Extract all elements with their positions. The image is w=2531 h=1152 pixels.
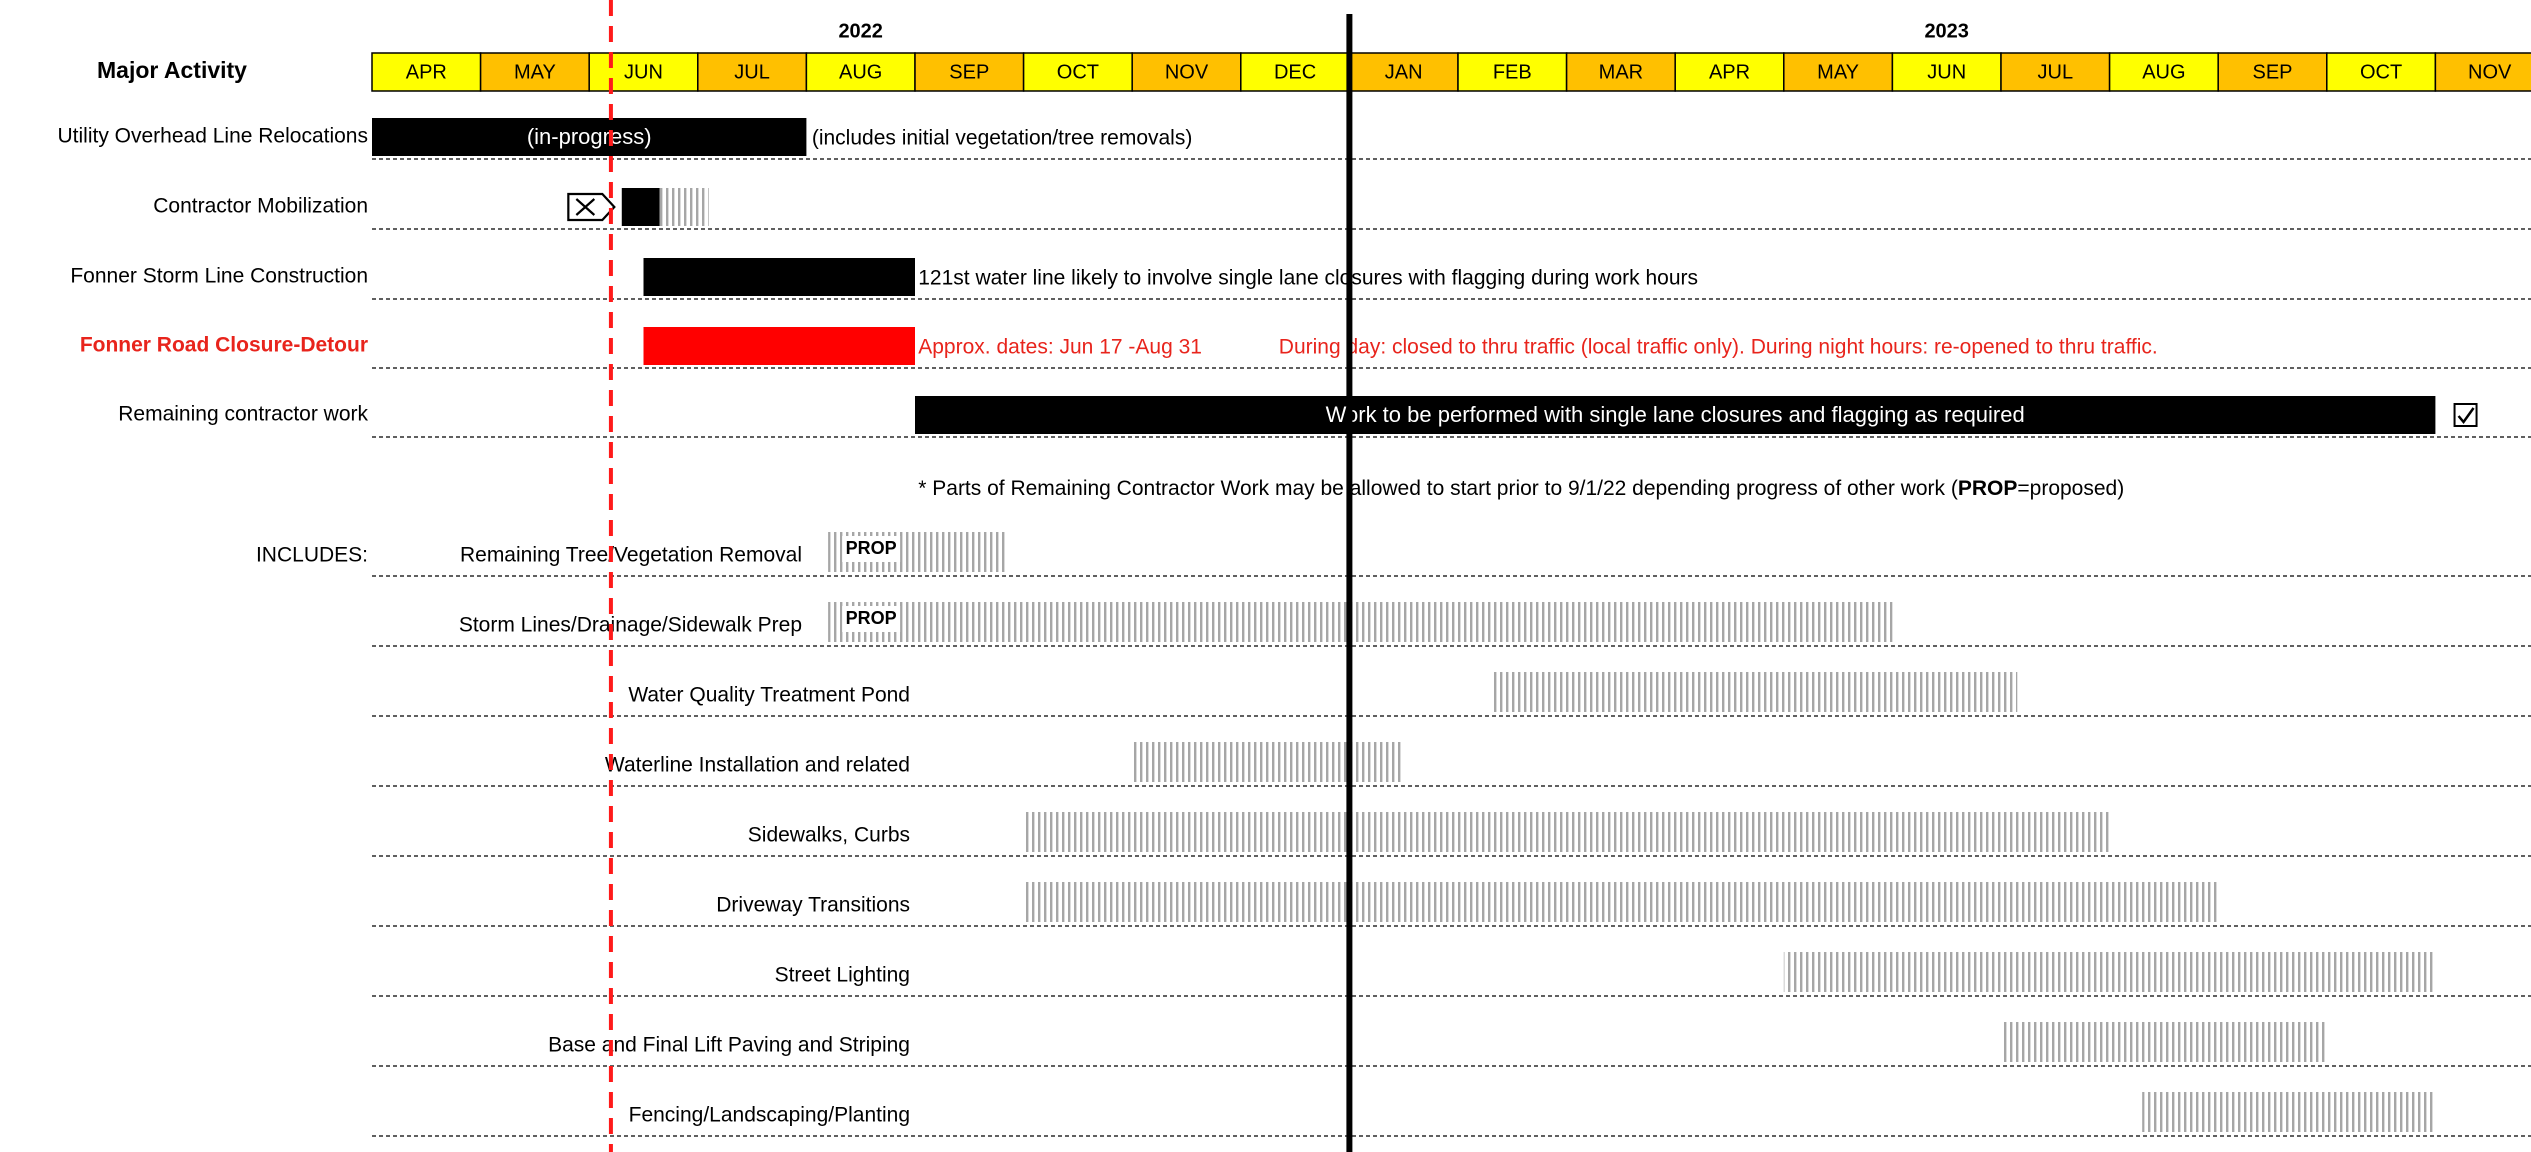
sub-activity-bar: [1024, 882, 2219, 922]
hatched-bar: [660, 188, 709, 226]
sub-activity-bar: [2142, 1092, 2435, 1132]
activity-note: Approx. dates: Jun 17 -Aug 31: [918, 335, 1202, 359]
footnote-text: * Parts of Remaining Contractor Work may be allowed to start prior to 9/1/22 depending progress of other work (: [918, 476, 1958, 500]
sub-activity-label: Street Lighting: [774, 963, 910, 987]
prop-tag: PROP: [845, 607, 897, 628]
sub-activity-bar: [2001, 1022, 2327, 1062]
footnote-suffix: =proposed): [2017, 476, 2125, 500]
activity-bar: [644, 327, 916, 365]
month-label: AUG: [839, 61, 883, 84]
activity-label: Utility Overhead Line Relocations: [57, 124, 368, 148]
sub-activity-label: Storm Lines/Drainage/Sidewalk Prep: [458, 613, 802, 637]
sub-activity-label: Fencing/Landscaping/Planting: [628, 1103, 910, 1127]
month-label: JUN: [1927, 61, 1967, 84]
activity-label: Contractor Mobilization: [153, 194, 368, 218]
sub-activity-label: Base and Final Lift Paving and Striping: [548, 1033, 910, 1057]
sub-activity-bar: [828, 602, 1892, 642]
sub-activity-label: Water Quality Treatment Pond: [628, 683, 910, 707]
month-label: JAN: [1384, 61, 1423, 84]
month-label: MAY: [1817, 61, 1860, 84]
sub-activity-bar: [1491, 672, 2018, 712]
sub-activity-bar: [1132, 742, 1404, 782]
footnote: [918, 477, 2124, 500]
activity-note: During day: closed to thru traffic (local traffic only). During night hours: re-opened to thru traffic.: [1278, 335, 2158, 359]
sub-activity-bar: [1024, 812, 2110, 852]
activity-label: Remaining contractor work: [118, 402, 368, 426]
year-label: 2022: [838, 20, 883, 43]
month-label: AUG: [2142, 61, 2186, 84]
month-label: OCT: [1056, 61, 1100, 84]
bar-text: (in-progress): [526, 123, 652, 149]
sub-activity-label: Remaining Tree/Vegetation Removal: [459, 543, 802, 567]
month-label: APR: [1708, 61, 1751, 84]
month-label: JUL: [2037, 61, 2074, 84]
activity-bar: [644, 258, 916, 296]
month-label: APR: [405, 61, 447, 84]
month-label: JUL: [734, 61, 770, 84]
activity-bar: [622, 188, 660, 226]
month-label: MAY: [513, 61, 556, 84]
activity-label: Fonner Road Closure-Detour: [79, 333, 368, 357]
sub-activity-label: Sidewalks, Curbs: [747, 823, 910, 847]
footnote-prop: PROP: [1957, 476, 2018, 500]
sub-activity-label: Driveway Transitions: [716, 893, 910, 917]
prop-tag: PROP: [845, 537, 897, 558]
bar-text: Work to be performed with single lane closures and flagging as required: [1325, 401, 2025, 427]
month-label: SEP: [949, 61, 990, 84]
sub-activity-label: Waterline Installation and related: [604, 753, 910, 777]
sub-activity-bar: [1784, 952, 2436, 992]
month-label: DEC: [1273, 61, 1317, 84]
month-label: SEP: [2252, 61, 2293, 84]
month-label: NOV: [1164, 61, 1209, 84]
activity-label: Fonner Storm Line Construction: [70, 264, 368, 288]
activity-note: 121st water line likely to involve single lane closures with flagging during work hours: [918, 266, 1699, 290]
month-label: MAR: [1598, 61, 1644, 84]
includes-label: INCLUDES:: [255, 543, 368, 567]
month-label: NOV: [2468, 61, 2512, 84]
month-label: FEB: [1492, 61, 1532, 84]
month-label: OCT: [2359, 61, 2403, 84]
year-label: 2023: [1924, 20, 1969, 43]
completion-checkbox-icon: [2455, 404, 2477, 426]
activity-note: (includes initial vegetation/tree removals): [811, 126, 1193, 150]
column-title: Major Activity: [97, 57, 247, 84]
mobilization-milestone: [568, 194, 614, 220]
month-label: JUN: [624, 61, 663, 84]
